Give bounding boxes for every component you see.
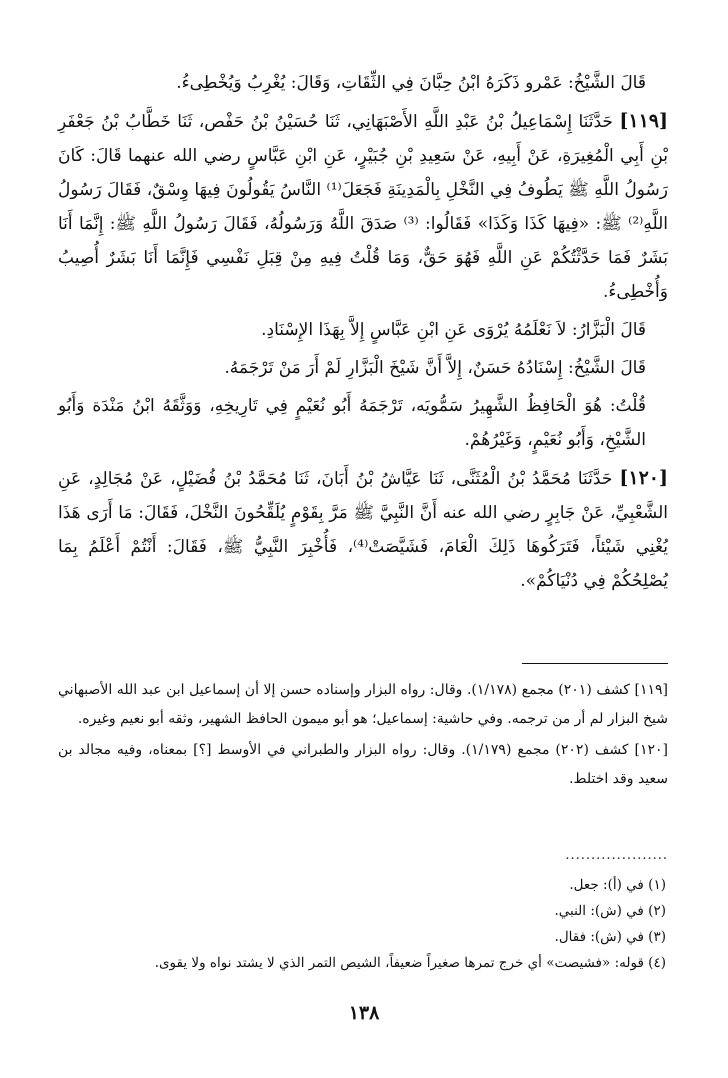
main-text — [58, 66, 668, 602]
qultu-paragraph: قُلْتُ: هُوَ الْحَافِظُ الشَّهِيرُ سَمُّويَه، تَرْجَمَهُ أَبُو نُعَيْمٍ فِي تَارِيخِهِ، وَوَثَّقَهُ ابْنُ مَنْدَة وَأَبُو الشَّيْخِ، وَأَبُو نُعَيْمٍ، وَغَيْرُهُمْ. — [58, 396, 646, 450]
takhrij-notes — [58, 676, 668, 796]
dotted-separator: .................... — [565, 848, 668, 863]
footnote-4: (٤) قوله: «فشيصت» أي خرج تمرها صغيراً ضعيفاً، الشيص التمر الذي لا يشتد نواه ولا يقوى. — [154, 955, 666, 971]
page-number: ١٣٨ — [348, 1002, 380, 1024]
note-120: [١٢٠] كشف (٢٠٢) مجمع (١/١٧٩). وقال: رواه البزار والطبراني في الأوسط [؟] بمعناه، وفيه مجالد بن سعيد وقد اختلط. — [58, 742, 668, 787]
notes-divider — [522, 663, 668, 664]
footnote-2: (٢) في (ش): النبي. — [554, 903, 666, 919]
shaykh-grading-paragraph: قَالَ الشَّيْخُ: إِسْنَادُهُ حَسَنٌ، إِلاَّ أَنَّ شَيْخَ الْبَزَّارِ لَمْ أَرَ مَنْ تَرْجَمَهُ. — [224, 358, 646, 378]
hadith-120 — [58, 461, 668, 598]
note-119: [١١٩] كشف (٢٠١) مجمع (١/١٧٨). وقال: رواه البزار وإسناده حسن إلا أن إسماعيل ابن عبد الله الأصبهاني شيخ البزار لم أر من ترجمه. وفي حاشية: إسماعيل؛ هو أبو ميمون الحافظ الشهير، وثقه أبو نعيم وغيره. — [58, 682, 669, 727]
hadith-text: حَدَّثَنَا مُحَمَّدُ بْنُ الْمُثَنَّى، ثَنَا عَيَّاشُ بْنُ أَبَانَ، ثَنَا مُحَمَّدُ بْنُ فُضَيْلٍ، عَنْ مُجَالِدٍ، عَنِ الشَّعْبِيِّ، عَنْ جَابِرٍ رضي الله عنه أَنَّ النَّبِيَّ ﷺ مَرَّ بِقَوْمٍ يُلَقِّحُونَ النَّخْلَ، فَقَالَ: مَا أَرَى هَذَا يُغْنِي شَيْئاً، فَتَرَكُوهَا ذَلِكَ الْعَامَ، فَشَيَّصَتْ⁽⁴⁾، فَأُخْبِرَ النَّبِيُّ ﷺ، فَقَالَ: أَنْتُمْ أَعْلَمُ بِمَا يُصْلِحُكُمْ فِي دُنْيَاكُمْ». — [58, 469, 668, 591]
bazzar-comment-paragraph: قَالَ الْبَزَّارُ: لاَ نَعْلَمُهُ يُرْوَى عَنِ ابْنِ عَبَّاسٍ إِلاَّ بِهَذَا الإِسْنَادِ. — [261, 320, 646, 340]
hadith-119 — [58, 104, 668, 309]
footnote-1: (١) في (أ): جعل. — [569, 877, 666, 893]
hadith-number: [١٢٠] — [619, 467, 668, 489]
footnotes — [58, 872, 666, 976]
hadith-number: [١١٩] — [619, 110, 669, 132]
shaykh-comment-paragraph: قَالَ الشَّيْخُ: عَمْرو ذَكَرَهُ ابْنُ حِبَّانَ فِي الثِّقَاتِ، وَقَالَ: يُغْرِبُ وَيُخْطِىءُ. — [176, 73, 646, 93]
hadith-text: حَدَّثَنَا إِسْمَاعِيلُ بْنُ عَبْدِ اللَّهِ الأَصْبَهَانِي، ثَنَا حُسَيْنُ بْنُ حَفْص، ثَنَا خَطَّابُ بْنُ جَعْفَرِ بْنِ أَبِي الْمُغِيرَةِ، عَنْ أَبِيهِ، عَنْ سَعِيدِ بْنِ جُبَيْرٍ، عَنِ ابْنِ عَبَّاسٍ رضي الله عنهما قَالَ: كَانَ رَسُولُ اللَّهِ ﷺ يَطُوفُ فِي النَّخْلِ بِالْمَدِينَةِ فَجَعَلَ⁽¹⁾ النَّاسُ يَقُولُونَ فِيهَا وِسْقٌ، فَقَالَ رَسُولُ اللَّهِ⁽²⁾ ﷺ: «فِيهَا كَذَا وَكَذَا» فَقَالُوا: ⁽³⁾ صَدَقَ اللَّهُ وَرَسُولُهُ، فَقَالَ رَسُولُ اللَّهِ ﷺ: إِنَّمَا أَنَا بَشَرٌ فَمَا حَدَّثْتُكُمْ عَنِ اللَّهِ فَهُوَ حَقٌّ، وَمَا قُلْتُ فِيهِ مِنْ قِبَلِ نَفْسِي فَإِنَّمَا أَنَا بَشَرٌ أُصِيبُ وَأُخْطِىءُ. — [58, 112, 668, 302]
footnote-3: (٣) في (ش): فقال. — [554, 929, 666, 945]
